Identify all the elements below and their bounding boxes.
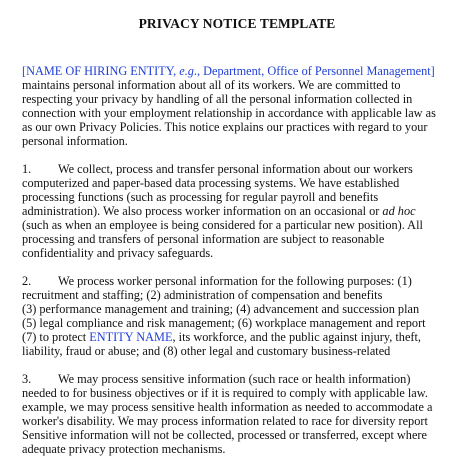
section-1: [22, 162, 458, 260]
entity-name-placeholder: ENTITY NAME: [89, 330, 173, 344]
section-2-line: liability, fraud or abuse; and (8) other legal and customary business-related: [22, 344, 391, 358]
entity-rest-text: ., Department, Office of Personnel Management]: [193, 64, 435, 78]
intro-paragraph: [22, 64, 458, 148]
section-1-line: processing functions (such as processing for regular payroll and benefits: [22, 190, 379, 204]
section-2: [22, 274, 458, 358]
section-3-first-text: We may process sensitive information (such race or health information): [58, 372, 411, 386]
intro-line: as our own Privacy Policies. This notice explains our practices with regard to your: [22, 120, 428, 134]
document-title: PRIVACY NOTICE TEMPLATE: [138, 16, 336, 31]
section-3: [22, 372, 458, 456]
page-bottom-margin: [0, 458, 474, 474]
section-2-line: (5) legal compliance and risk management; (6) workplace management and report: [22, 316, 426, 330]
section-3-line: Sensitive information will not be collected, processed or transferred, except where: [22, 428, 427, 442]
entity-eg-text: e.g: [179, 64, 194, 78]
section-1-text: administration). We also process worker information on an occasional or: [22, 204, 383, 218]
section-3-first-line: [22, 372, 458, 386]
section-3-line: worker's disability. We may process information related to race for diversity report: [22, 414, 428, 428]
section-1-line: confidentiality and privacy safeguards.: [22, 246, 214, 260]
section-3-line: example, we may process sensitive health information as needed to accommodate a: [22, 400, 433, 414]
hiring-entity-placeholder: [22, 64, 435, 78]
section-1-line: [22, 204, 458, 218]
entity-open-text: [NAME OF HIRING ENTITY,: [22, 64, 180, 78]
document-body: [22, 64, 458, 470]
intro-entity-line: [22, 64, 458, 78]
section-2-first-text: We process worker personal information for the following purposes: (1): [58, 274, 412, 288]
section-1-line: computerized and paper-based data processing systems. We have established: [22, 176, 400, 190]
section-2-line: recruitment and staffing; (2) administration of compensation and benefits: [22, 288, 383, 302]
intro-line: respecting your privacy by handling of all the personal information collected in: [22, 92, 413, 106]
section-number: 1.: [22, 162, 32, 176]
section-3-line: needed to for business objectives or if it is required to comply with applicable law.: [22, 386, 428, 400]
intro-line: maintains personal information about all of its workers. We are committed to: [22, 78, 401, 92]
ad-hoc-text: ad hoc: [382, 204, 416, 218]
section-number: 3.: [22, 372, 32, 386]
section-2-line: (3) performance management and training; (4) advancement and succession plan: [22, 302, 420, 316]
entity-suffix-text: , its workforce, and the public against injury, theft,: [172, 330, 421, 344]
section-1-first-line: [22, 162, 458, 176]
section-2-entity-line: [22, 330, 458, 344]
section-1-line: (such as when an employee is being considered for a particular new position). All: [22, 218, 423, 232]
section-1-line: processing and transfers of personal information are subject to reasonable: [22, 232, 385, 246]
section-3-line: adequate privacy protection mechanisms.: [22, 442, 226, 456]
intro-line: personal information.: [22, 134, 128, 148]
entity-prefix-text: (7) to protect: [22, 330, 90, 344]
section-1-first-text: We collect, process and transfer personal information about our workers: [58, 162, 413, 176]
intro-line: connection with your employment relationship in accordance with applicable law as: [22, 106, 436, 120]
section-2-first-line: [22, 274, 458, 288]
section-number: 2.: [22, 274, 32, 288]
